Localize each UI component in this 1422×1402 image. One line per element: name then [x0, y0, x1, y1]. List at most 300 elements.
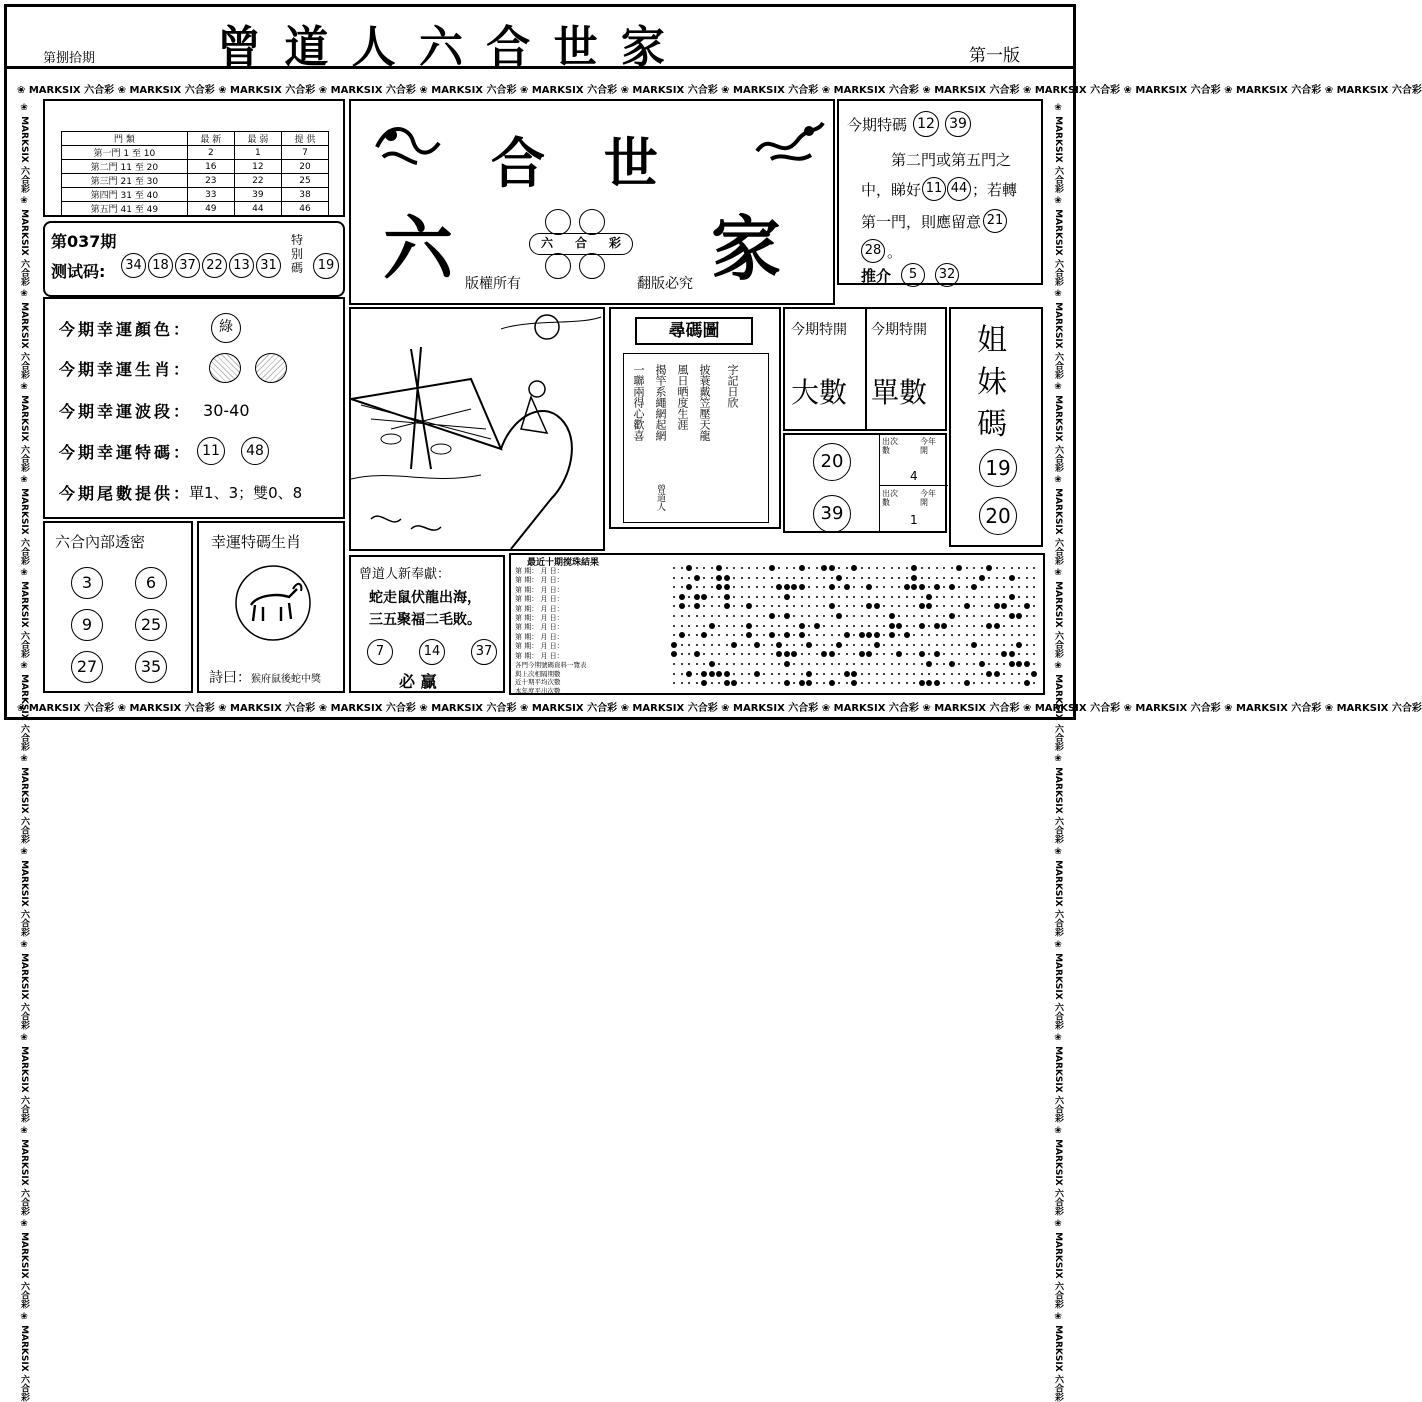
grid-dot: [671, 642, 677, 648]
grid-dot: [958, 663, 960, 665]
grid-dot: [793, 682, 795, 684]
grid-dot: [896, 623, 902, 629]
test-period: 第037期: [51, 232, 117, 251]
number-ball: 35: [135, 651, 167, 683]
offer-line: 三五聚福二毛敗。: [369, 612, 481, 628]
grid-dot: [673, 634, 675, 636]
grid-dot: [1001, 651, 1007, 657]
grid-dot: [709, 671, 715, 677]
grid-dot: [866, 603, 872, 609]
grid-dot: [934, 623, 940, 629]
grid-dot: [973, 605, 975, 607]
grid-dot: [906, 673, 908, 675]
grid-dot: [838, 625, 840, 627]
grid-dot: [996, 644, 998, 646]
offer-win: 必 贏: [399, 672, 437, 691]
grid-dot: [891, 605, 893, 607]
grid-dot: [801, 663, 803, 665]
grid-dot: [928, 634, 930, 636]
grid-dot: [801, 653, 803, 655]
grid-dot: [741, 634, 743, 636]
badge-char: 合: [574, 236, 587, 250]
grid-dot: [1003, 663, 1005, 665]
grid-footer: [515, 661, 665, 695]
grid-dot: [763, 673, 765, 675]
grid-dot: [1018, 682, 1020, 684]
ball-icon: [545, 253, 571, 279]
grid-dot: [838, 663, 840, 665]
copyright-right: 翻版必究: [637, 276, 693, 292]
table-row: [62, 146, 329, 160]
grid-dot: [844, 584, 850, 590]
grid-dot: [746, 603, 752, 609]
grid-dot: [868, 682, 870, 684]
grid-dot: [838, 586, 840, 588]
grid-dot: [771, 577, 773, 579]
grid-dot: [771, 625, 773, 627]
grid-dot: [688, 653, 690, 655]
grid-dot: [926, 603, 932, 609]
fishing-scene-image: [351, 309, 603, 549]
grid-dot: [883, 596, 885, 598]
grid-dot: [718, 663, 720, 665]
grid-dot: [896, 651, 902, 657]
grid-dot: [1033, 605, 1035, 607]
grid-dot: [911, 575, 917, 581]
grid-dot: [816, 615, 818, 617]
left-border-strip: [17, 103, 31, 1402]
grid-dot: [996, 682, 998, 684]
grid-dot: [981, 634, 983, 636]
grid-dot: [1009, 575, 1015, 581]
grid-dot: [979, 575, 985, 581]
grid-dot: [733, 615, 735, 617]
grid-dot: [776, 642, 782, 648]
grid-footer-row: 與上次相隔期數: [515, 669, 561, 678]
grid-dot: [799, 680, 805, 686]
grid-dot: [688, 577, 690, 579]
results-grid-box: [509, 553, 1045, 695]
grid-dot: [1009, 651, 1015, 657]
grid-dot: [949, 613, 955, 619]
grid-dot: [748, 567, 750, 569]
grid-dot: [906, 653, 908, 655]
lucky-colon: ：: [173, 442, 190, 462]
grid-dot: [786, 644, 788, 646]
grid-dot: [823, 625, 825, 627]
grid-dot: [1033, 663, 1035, 665]
number-ball: 34: [121, 253, 146, 278]
grid-dot: [853, 634, 855, 636]
grid-dot: [831, 577, 833, 579]
grid-dot: [868, 567, 870, 569]
grid-dot: [951, 634, 953, 636]
grid-dot: [906, 605, 908, 607]
grid-dot: [769, 632, 775, 638]
grid-dot: [906, 596, 908, 598]
find-code-box: [609, 307, 781, 529]
ball-icon: [579, 209, 605, 235]
number-ball: 11: [197, 437, 225, 465]
grid-dot: [823, 682, 825, 684]
grid-dot: [973, 577, 975, 579]
grid-dot: [711, 653, 713, 655]
grid-dot: [1026, 577, 1028, 579]
grid-dot: [973, 596, 975, 598]
grid-dot: [851, 671, 857, 677]
grid-dot: [816, 586, 818, 588]
number-ball: 6: [135, 567, 167, 599]
grid-dot: [793, 634, 795, 636]
grid-dot: [988, 644, 990, 646]
grid-dot: [996, 653, 998, 655]
grid-dot: [711, 615, 713, 617]
grid-dot: [786, 567, 788, 569]
grid-dot: [793, 596, 795, 598]
grid-dot: [716, 584, 722, 590]
grid-dot: [981, 567, 983, 569]
grid-dot: [898, 634, 900, 636]
grid-dot: [748, 596, 750, 598]
grid-dot: [1003, 673, 1005, 675]
count-value: 1: [910, 513, 918, 527]
grid-dot: [936, 605, 938, 607]
grid-dot: [726, 653, 728, 655]
grid-dot: [741, 605, 743, 607]
number-ball: 44: [947, 177, 971, 201]
grid-dot: [748, 682, 750, 684]
test-label: 测试码:: [51, 262, 106, 281]
grid-dot: [831, 615, 833, 617]
grid-dot: [1011, 634, 1013, 636]
grid-dot: [673, 615, 675, 617]
grid-dot: [696, 673, 698, 675]
grid-dot: [921, 673, 923, 675]
grid-row-label: 第 期： 月 日：: [515, 632, 564, 641]
table-row: [62, 202, 329, 216]
number-ball: 31: [256, 253, 281, 278]
grid-dot: [1018, 586, 1020, 588]
bottom-border-strip: [17, 699, 1422, 714]
grid-dot: [701, 671, 707, 677]
grid-dot: [686, 671, 692, 677]
grid-dot: [673, 586, 675, 588]
badge-char: 彩: [608, 236, 621, 250]
offer-title: 曾道人新奉獻：: [359, 567, 451, 582]
grid-dot: [921, 644, 923, 646]
grid-dot: [1026, 615, 1028, 617]
grid-dot: [891, 567, 893, 569]
grid-title: 最近十期搅珠結果: [527, 558, 600, 568]
grid-dot: [763, 586, 765, 588]
grid-dot: [718, 625, 720, 627]
grid-dot: [1016, 642, 1022, 648]
special-open-box: [783, 307, 947, 431]
number-ball: 9: [71, 609, 103, 641]
grid-dot: [846, 615, 848, 617]
grid-dot: [679, 594, 685, 600]
poem-label: 詩曰：: [209, 670, 251, 686]
grid-dot: [688, 615, 690, 617]
grid-dot: [943, 586, 945, 588]
grid-dot: [1016, 613, 1022, 619]
grid-dot: [831, 644, 833, 646]
grid-dot: [808, 567, 810, 569]
lucky-row-band: [59, 399, 250, 422]
grid-dot: [696, 586, 698, 588]
grid-dot: [913, 644, 915, 646]
grid-dot: [763, 644, 765, 646]
special-title-row: [847, 111, 971, 137]
grid-dot: [973, 625, 975, 627]
grid-dot: [883, 673, 885, 675]
grid-dot: [1011, 586, 1013, 588]
grid-dot: [1033, 596, 1035, 598]
grid-dot: [1011, 682, 1013, 684]
grid-dot: [741, 682, 743, 684]
special-text-3-label: 第一門，則應留意: [861, 212, 982, 231]
grid-dot: [763, 634, 765, 636]
grid-dot: [741, 596, 743, 598]
grid-dot: [1018, 577, 1020, 579]
grid-dot: [889, 613, 895, 619]
grid-dot: [703, 615, 705, 617]
number-ball: 14: [419, 639, 445, 665]
grid-dot: [823, 615, 825, 617]
grid-dot: [836, 642, 842, 648]
lucky-colon: ：: [173, 319, 190, 339]
grid-dot: [718, 615, 720, 617]
grid-dot: [748, 586, 750, 588]
grid-dot: [681, 577, 683, 579]
grid-dot: [898, 644, 900, 646]
grid-dot: [733, 625, 735, 627]
grid-dot: [861, 586, 863, 588]
grid-dot: [1033, 567, 1035, 569]
lucky-row-zodiac: [59, 353, 287, 383]
table-cell: 49: [187, 202, 234, 216]
grid-dot: [846, 682, 848, 684]
number-ball: 5: [901, 263, 925, 287]
lucky-colon: ：: [173, 484, 190, 503]
grid-dot: [906, 567, 908, 569]
grid-dot: [816, 682, 818, 684]
grid-dot: [876, 682, 878, 684]
grid-dot: [868, 673, 870, 675]
grid-dot: [951, 673, 953, 675]
grid-dot: [829, 603, 835, 609]
grid-dot: [846, 577, 848, 579]
number-ball: 37: [175, 253, 200, 278]
grid-dot: [726, 567, 728, 569]
grid-dot: [823, 644, 825, 646]
special-title: 今期特碼: [847, 115, 908, 134]
grid-dot: [769, 565, 775, 571]
grid-dot: [726, 663, 728, 665]
grid-dot: [844, 671, 850, 677]
poem-row: [209, 667, 321, 687]
grid-dot: [756, 625, 758, 627]
grid-dot: [981, 653, 983, 655]
grid-dot: [724, 603, 730, 609]
sister-char: 姐: [977, 323, 1007, 358]
grid-dot: [951, 605, 953, 607]
grid-dot: [1033, 682, 1035, 684]
grid-dot: [793, 625, 795, 627]
grid-dot: [806, 642, 812, 648]
grid-dot: [726, 634, 728, 636]
grid-dot: [866, 632, 872, 638]
grid-dot: [859, 651, 865, 657]
grid-dot: [861, 615, 863, 617]
grid-dot: [988, 682, 990, 684]
grid-dot: [898, 567, 900, 569]
grid-dot: [1003, 586, 1005, 588]
grid-dot: [711, 605, 713, 607]
table-cell: 39: [234, 188, 281, 202]
grid-dot: [793, 663, 795, 665]
grid-dot: [836, 613, 842, 619]
grid-dot: [846, 567, 848, 569]
open-label-right: 今期特開: [871, 322, 927, 338]
badge-char: 六: [540, 236, 553, 250]
grid-dot: [763, 596, 765, 598]
inner-box: [43, 521, 193, 693]
grid-dot: [838, 634, 840, 636]
grid-dot: [973, 653, 975, 655]
grid-dot: [853, 663, 855, 665]
grid-row-label: 第 期： 月 日：: [515, 642, 564, 651]
issue-label: 第捌拾期: [43, 51, 96, 66]
grid-dot: [958, 682, 960, 684]
grid-dot: [958, 586, 960, 588]
count-label-left: 出次數: [882, 437, 898, 455]
grid-dot: [836, 575, 842, 581]
sister-char: 妹: [977, 365, 1007, 400]
grid-dot: [688, 625, 690, 627]
grid-dot: [1018, 673, 1020, 675]
grid-dot: [883, 615, 885, 617]
grid-dot: [958, 577, 960, 579]
grid-dot: [936, 663, 938, 665]
grid-dot: [906, 615, 908, 617]
grid-row-label: 第 期： 月 日：: [515, 623, 564, 632]
grid-dot: [756, 615, 758, 617]
grid-dot: [733, 673, 735, 675]
number-ball: 11: [922, 177, 946, 201]
grid-dot: [943, 663, 945, 665]
grid-dot: [846, 605, 848, 607]
grid-dot: [883, 605, 885, 607]
grid-dot: [996, 577, 998, 579]
grid-dot: [816, 634, 818, 636]
right-border-strip: [1051, 103, 1065, 1402]
grid-dot: [1024, 680, 1030, 686]
grid-dot: [763, 615, 765, 617]
grid-dot: [966, 644, 968, 646]
sister-char: 碼: [977, 407, 1007, 442]
grid-dot: [1033, 644, 1035, 646]
grid-dot: [1009, 613, 1015, 619]
grid-dot: [1011, 567, 1013, 569]
grid-dot: [1033, 634, 1035, 636]
grid-dot: [1026, 653, 1028, 655]
grid-dot: [943, 596, 945, 598]
grid-dot: [703, 605, 705, 607]
special-text-4: [861, 239, 902, 263]
grid-dot: [746, 632, 752, 638]
grid-dot: [1033, 653, 1035, 655]
grid-dot: [784, 632, 790, 638]
grid-dot: [958, 673, 960, 675]
grid-dot: [829, 680, 835, 686]
grid-dot: [1009, 594, 1015, 600]
number-ball: 20: [813, 443, 851, 481]
grid-dot: [986, 671, 992, 677]
grid-dot: [731, 642, 737, 648]
grid-dot: [731, 680, 737, 686]
number-ball: 37: [471, 639, 497, 665]
grid-dot: [1003, 615, 1005, 617]
grid-dot: [928, 625, 930, 627]
grid-dot: [696, 625, 698, 627]
table-cell: 25: [281, 174, 328, 188]
logo-badge-text: [529, 233, 633, 255]
grid-dot: [913, 682, 915, 684]
grid-dot: [724, 594, 730, 600]
grid-dot: [949, 584, 955, 590]
grid-dot: [1033, 615, 1035, 617]
grid-dot: [681, 644, 683, 646]
number-ball: 48: [241, 437, 269, 465]
grid-dot: [679, 603, 685, 609]
grid-dot: [958, 625, 960, 627]
table-cell: 33: [187, 188, 234, 202]
open-label-left: 今期特開: [791, 322, 847, 338]
offer-numbers: [367, 639, 497, 665]
table-cell: 第五門 41 至 49: [62, 202, 188, 216]
grid-dot: [701, 632, 707, 638]
table-cell: 20: [281, 160, 328, 174]
grid-dot: [928, 615, 930, 617]
grid-dot: [861, 644, 863, 646]
table-cell: 38: [281, 188, 328, 202]
grid-dot: [816, 644, 818, 646]
strip-text: ❀ MARKSIX 六合彩 ❀ MARKSIX 六合彩 ❀ MARKSIX 六合彩 ❀ MARKSIX 六合彩 ❀ MARKSIX 六合彩 ❀ MARKSIX 六合彩 ❀ MARKSIX 六合彩 ❀ MARKSIX 六合彩 ❀ MARKSIX 六合彩 ❀ MARKSIX 六合彩 ❀ MARKSIX 六合彩 ❀ MARKSIX 六合彩 ❀ MARKSIX 六合彩 ❀ MARKSIX 六合彩: [17, 703, 1422, 714]
grid-dot: [681, 663, 683, 665]
open-value-right: 單數: [871, 376, 928, 409]
signature: 曾道人: [655, 484, 665, 511]
grid-dot: [853, 615, 855, 617]
grid-dot: [981, 615, 983, 617]
table-header: 最 弱: [234, 132, 281, 146]
grid-dot: [904, 584, 910, 590]
grid-dot: [716, 565, 722, 571]
grid-dot: [694, 651, 700, 657]
grid-dot: [763, 577, 765, 579]
grid-dot: [778, 605, 780, 607]
grid-dot: [971, 642, 977, 648]
grid-dot: [724, 584, 730, 590]
grid-dot: [799, 632, 805, 638]
grid-dot: [846, 663, 848, 665]
grid-row-label: 第 期： 月 日：: [515, 595, 564, 604]
grid-dot: [934, 584, 940, 590]
grid-dot: [823, 663, 825, 665]
lucky-colon: ：: [173, 402, 190, 421]
grid-dot: [943, 605, 945, 607]
grid-dot: [1001, 603, 1007, 609]
